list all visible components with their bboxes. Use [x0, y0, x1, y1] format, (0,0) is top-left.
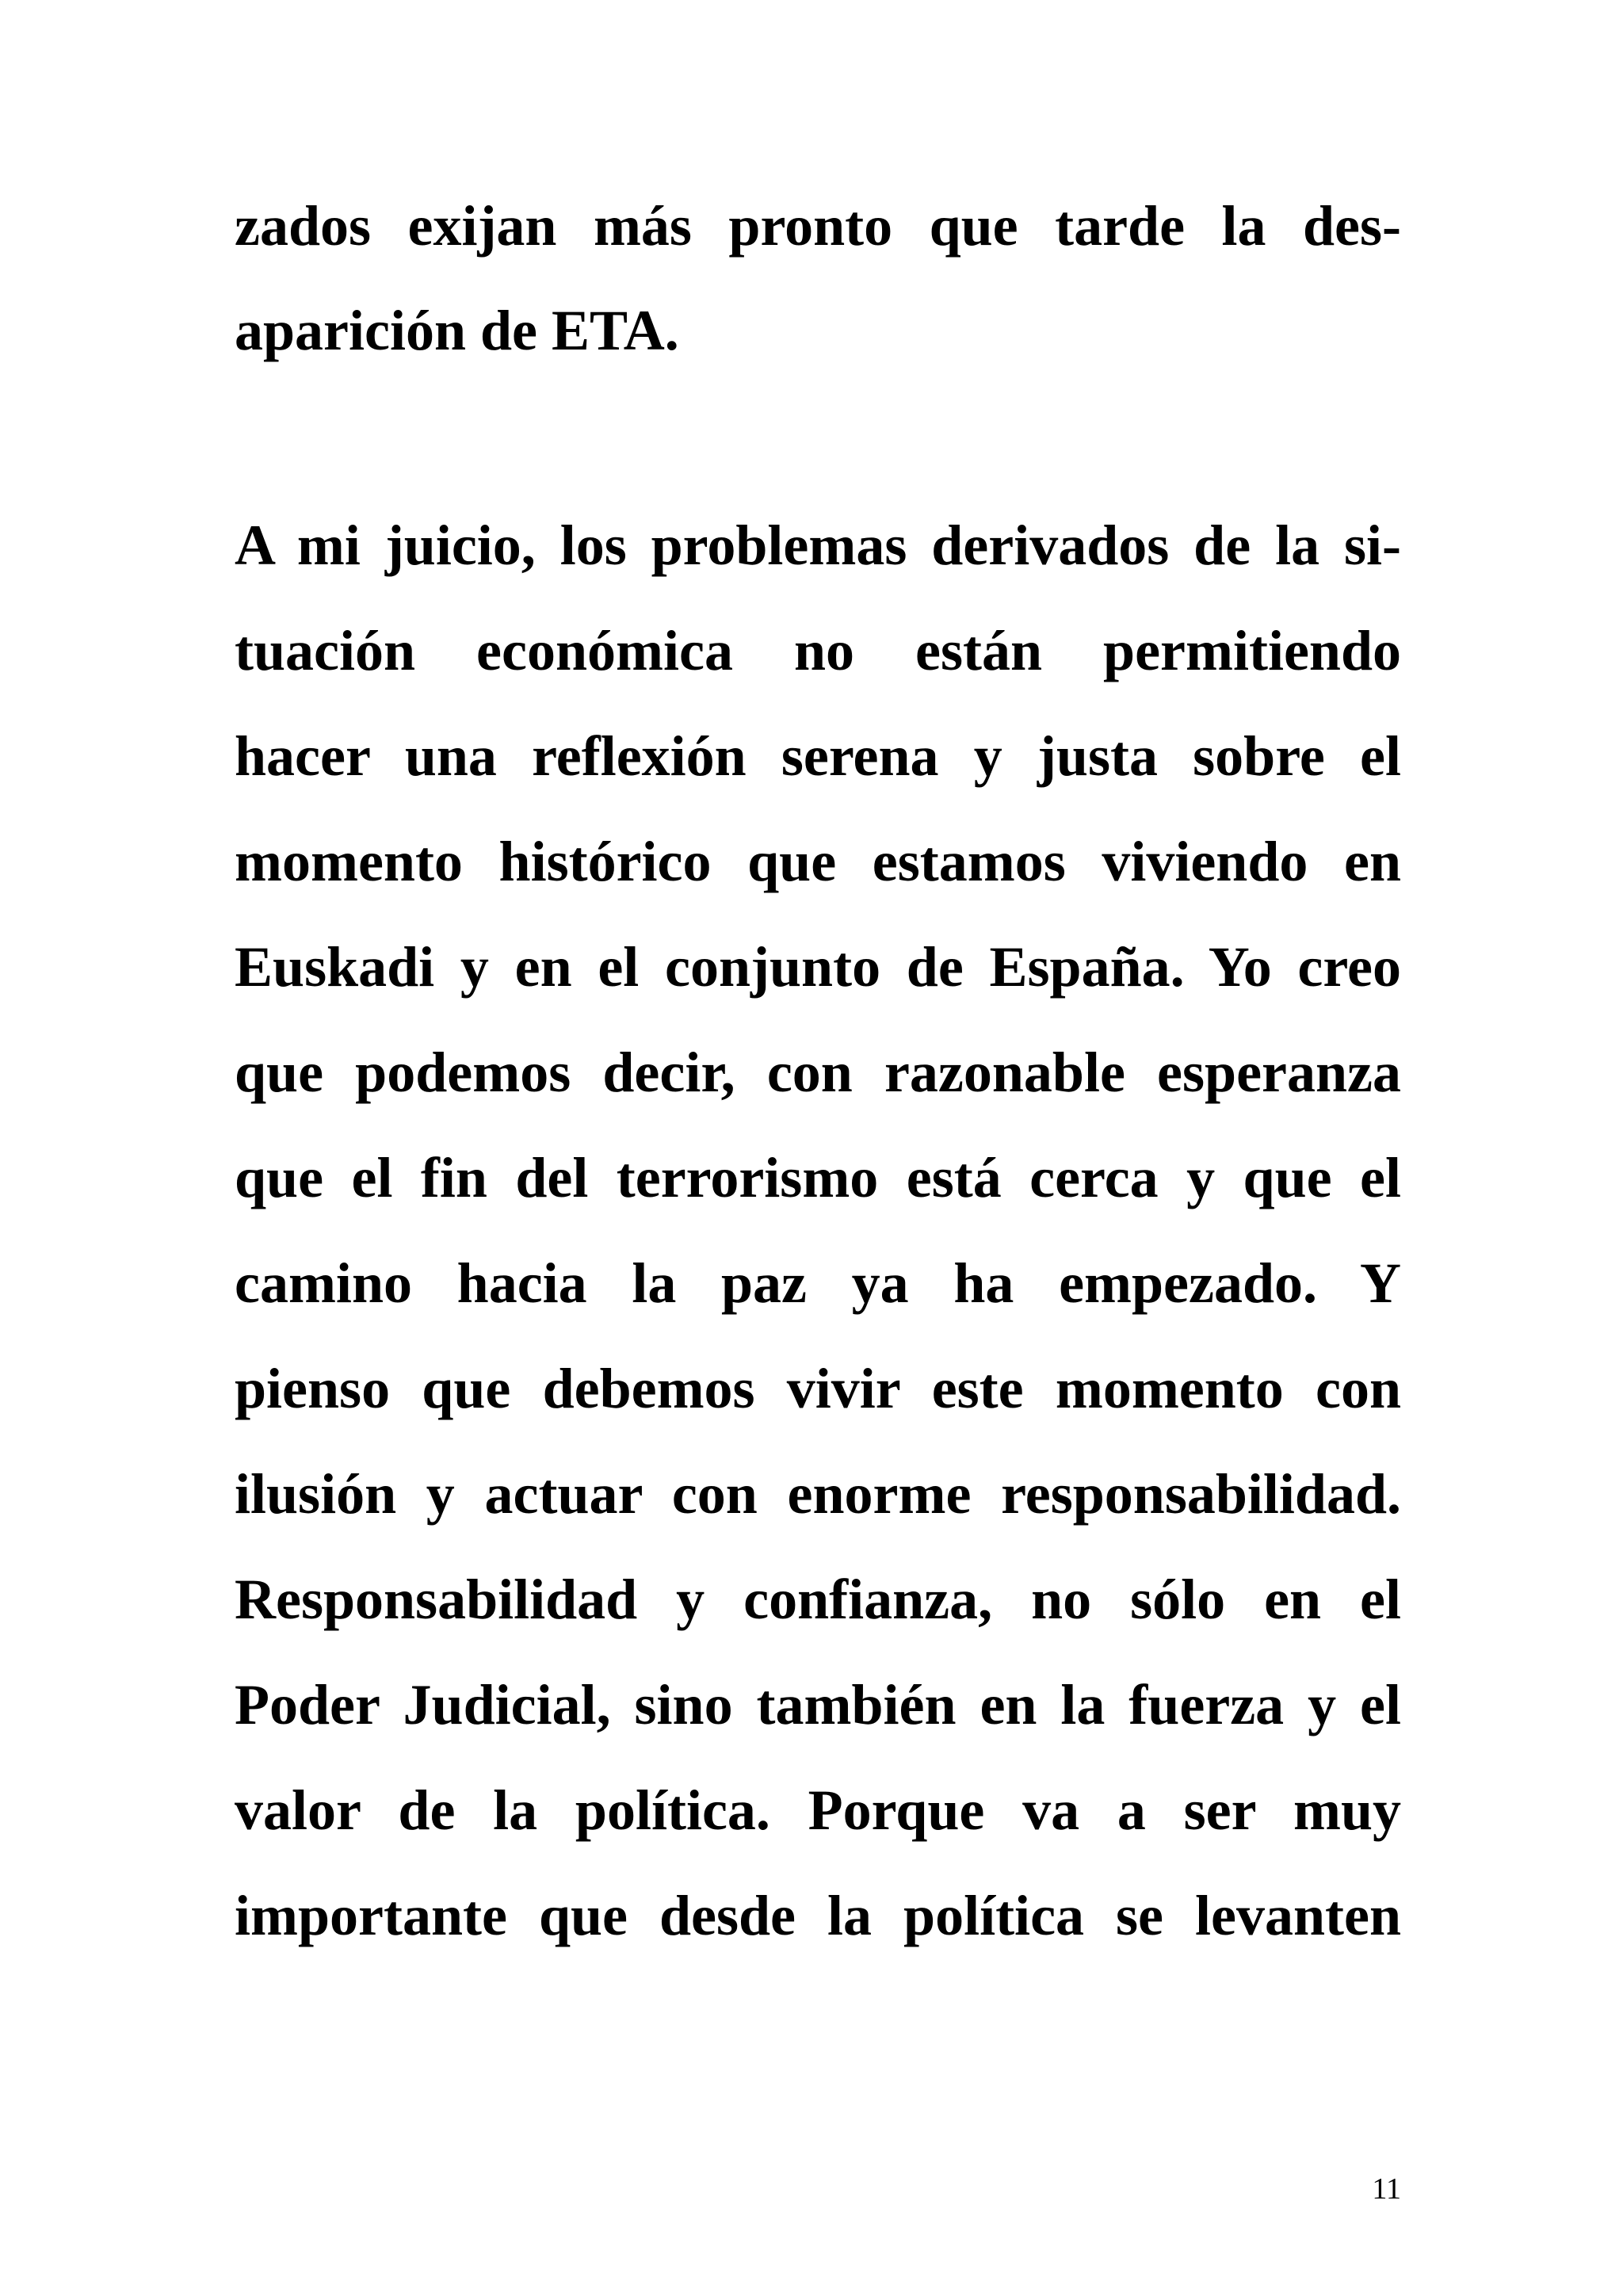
text-line: pienso que debemos vivir este momento con — [235, 1357, 1401, 1420]
text-line: tuación económica no están permitiendo — [235, 619, 1401, 682]
text-line: A mi juicio, los problemas derivados de la si- — [235, 514, 1401, 577]
text-line: que el fin del terrorismo está cerca y que el — [235, 1146, 1401, 1209]
text-line: Responsabilidad y confianza, no sólo en el — [235, 1568, 1401, 1631]
text-line: aparición de ETA. — [235, 299, 679, 362]
text-line: que podemos decir, con razonable esperanza — [235, 1041, 1401, 1104]
text-line: Poder Judicial, sino también en la fuerza y el — [235, 1673, 1401, 1736]
text-line: importante que desde la política se levanten — [235, 1884, 1401, 1947]
page-number: 11 — [1372, 2172, 1401, 2206]
text-line: hacer una reflexión serena y justa sobre el — [235, 724, 1401, 788]
text-line: momento histórico que estamos viviendo en — [235, 830, 1401, 893]
text-line: valor de la política. Porque va a ser muy — [235, 1778, 1401, 1842]
text-line: Euskadi y en el conjunto de España. Yo creo — [235, 935, 1401, 999]
text-line: camino hacia la paz ya ha empezado. Y — [235, 1251, 1401, 1315]
text-line: zados exijan más pronto que tarde la des- — [235, 194, 1401, 258]
text-line: ilusión y actuar con enorme responsabilidad. — [235, 1462, 1401, 1526]
